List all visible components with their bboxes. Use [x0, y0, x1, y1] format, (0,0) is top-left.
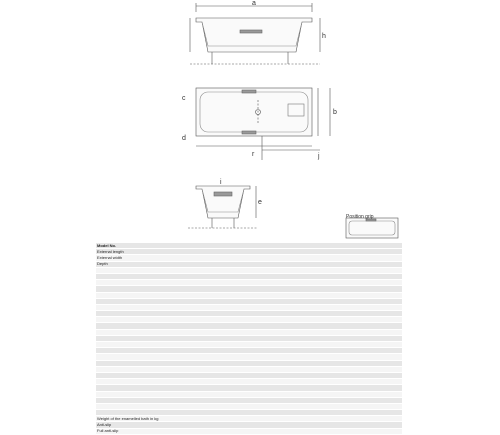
- dim-letter: c: [182, 95, 186, 102]
- table-row: [96, 428, 402, 434]
- bath-end-outline: [196, 186, 250, 218]
- side-grip: [240, 30, 262, 33]
- row-label: Anti-slip: [96, 422, 202, 428]
- position-grip-inset: [346, 218, 398, 238]
- plan-view: [196, 88, 330, 160]
- row-symbol: [202, 428, 226, 434]
- row-label: External length: [96, 249, 202, 255]
- bath-side-outline: [196, 18, 312, 52]
- row-value: [314, 428, 343, 434]
- end-grip: [214, 192, 232, 196]
- row-label: External width: [96, 255, 202, 261]
- dim-letter: i: [220, 179, 222, 186]
- dim-letter: d: [182, 135, 186, 142]
- plan-grip-bottom: [242, 131, 256, 134]
- dim-letter: b: [333, 109, 337, 116]
- table-header-label: Model No.: [96, 243, 202, 249]
- bath-plan-outline: [196, 88, 312, 136]
- dim-letter: r: [252, 151, 255, 158]
- row-label: Weight of the enamelled bath in kg: [96, 416, 202, 422]
- dim-letter: e: [258, 199, 262, 206]
- row-value: [343, 428, 372, 434]
- side-elevation: [190, 3, 320, 64]
- row-value: [373, 428, 402, 434]
- dim-letter: a: [252, 0, 256, 7]
- dim-letter: h: [322, 33, 326, 40]
- inset-label: Position grip: [346, 214, 374, 220]
- row-value: [285, 428, 314, 434]
- row-value: [226, 428, 255, 434]
- plan-grip-top: [242, 90, 256, 93]
- end-section: [188, 186, 258, 228]
- table-body: [96, 249, 402, 435]
- row-label: Depth: [96, 261, 202, 267]
- row-value: [255, 428, 284, 434]
- row-label: Full anti-slip: [96, 428, 202, 434]
- dim-letter: j: [318, 153, 320, 160]
- specification-table: [96, 243, 402, 435]
